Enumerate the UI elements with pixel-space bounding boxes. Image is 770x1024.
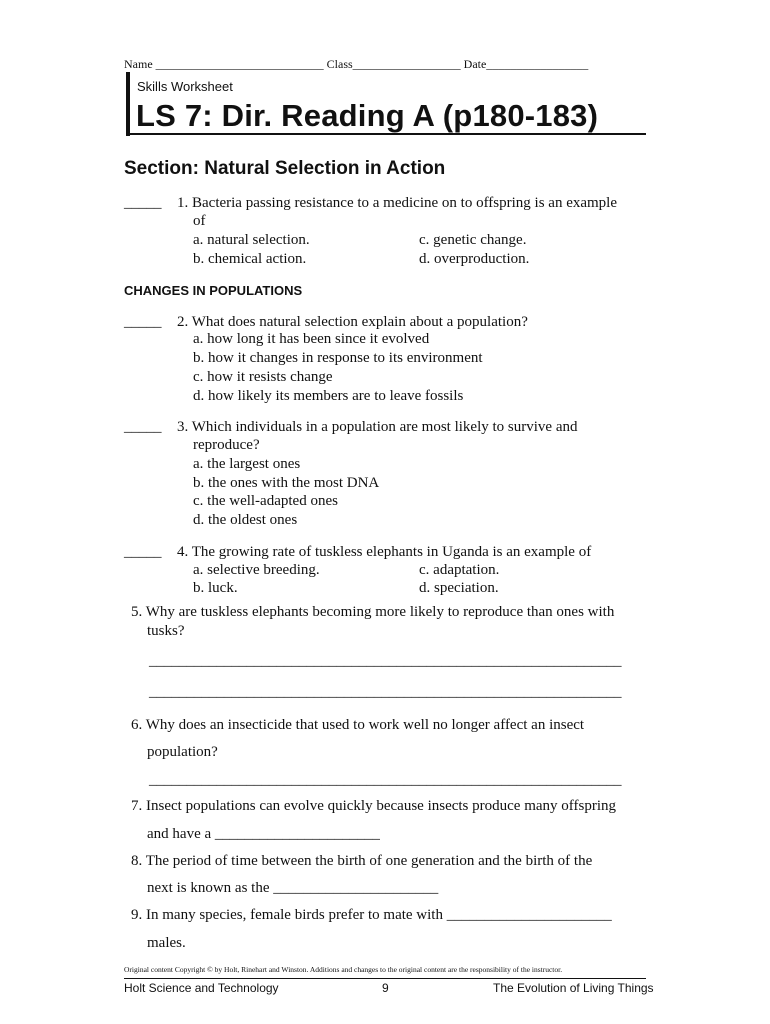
q1-option-a: a. natural selection. xyxy=(193,232,310,248)
footer-rule xyxy=(124,978,646,979)
q2-blank[interactable]: _____ xyxy=(124,314,162,330)
q5-text: 5. Why are tuskless elephants becoming more likely to reproduce than ones with xyxy=(131,604,615,620)
q1-option-d: d. overproduction. xyxy=(419,251,530,267)
page-number: 9 xyxy=(382,981,389,995)
q3-text-cont: reproduce? xyxy=(193,437,260,453)
q6-text-cont: population? xyxy=(147,744,218,760)
q4-option-a: a. selective breeding. xyxy=(193,562,320,578)
footer-chapter: The Evolution of Living Things xyxy=(493,981,654,995)
q1-text: 1. Bacteria passing resistance to a medicine on to offspring is an example xyxy=(177,195,618,211)
q4-option-b: b. luck. xyxy=(193,580,238,596)
q4-option-d: d. speciation. xyxy=(419,580,499,596)
title-rule xyxy=(126,133,646,135)
q8-text: 8. The period of time between the birth of one generation and the birth of the xyxy=(131,853,593,869)
q6-answer-line[interactable]: _______________________________________________________________ xyxy=(149,772,622,788)
q4-blank[interactable]: _____ xyxy=(124,544,162,560)
q8-text-cont[interactable]: next is known as the ______________________ xyxy=(147,880,439,896)
q3-text: 3. Which individuals in a population are most likely to survive and xyxy=(177,419,578,435)
q2-option-c: c. how it resists change xyxy=(193,369,333,385)
q1-option-c: c. genetic change. xyxy=(419,232,527,248)
q9-text-cont: males. xyxy=(147,935,186,951)
q6-text: 6. Why does an insecticide that used to work well no longer affect an insect xyxy=(131,717,585,733)
page-title: LS 7: Dir. Reading A (p180-183) xyxy=(136,98,599,133)
q2-option-a: a. how long it has been since it evolved xyxy=(193,331,430,347)
q7-text: 7. Insect populations can evolve quickly because insects produce many offspring xyxy=(131,798,617,814)
skills-worksheet-label: Skills Worksheet xyxy=(137,79,233,94)
copyright-note: Original content Copyright © by Holt, Rinehart and Winston. Additions and changes to the original content are the responsibility of the instructor. xyxy=(124,965,563,974)
q5-answer-line-2[interactable]: _______________________________________________________________ xyxy=(149,684,622,700)
q4-option-c: c. adaptation. xyxy=(419,562,500,578)
title-left-bar xyxy=(126,72,130,136)
q3-option-c: c. the well-adapted ones xyxy=(193,493,338,509)
section-title: Section: Natural Selection in Action xyxy=(124,158,446,179)
q2-text: 2. What does natural selection explain about a population? xyxy=(177,314,528,330)
q5-answer-line-1[interactable]: _______________________________________________________________ xyxy=(149,653,622,669)
q2-option-d: d. how likely its members are to leave fossils xyxy=(193,388,464,404)
subheading-changes-in-populations: CHANGES IN POPULATIONS xyxy=(124,283,303,298)
q1-text-cont: of xyxy=(193,213,206,229)
q3-option-b: b. the ones with the most DNA xyxy=(193,475,380,491)
q1-blank[interactable]: _____ xyxy=(124,195,162,211)
name-class-date-line: Name ____________________________ Class__________________ Date_________________ xyxy=(124,57,589,71)
q3-option-d: d. the oldest ones xyxy=(193,512,298,528)
q9-text[interactable]: 9. In many species, female birds prefer to mate with ______________________ xyxy=(131,907,612,923)
q4-text: 4. The growing rate of tuskless elephants in Uganda is an example of xyxy=(177,544,592,560)
q2-option-b: b. how it changes in response to its environment xyxy=(193,350,483,366)
q1-option-b: b. chemical action. xyxy=(193,251,307,267)
q3-blank[interactable]: _____ xyxy=(124,419,162,435)
q3-option-a: a. the largest ones xyxy=(193,456,301,472)
footer-publisher: Holt Science and Technology xyxy=(124,981,279,995)
q5-text-cont: tusks? xyxy=(147,623,185,639)
q7-text-cont[interactable]: and have a ______________________ xyxy=(147,826,380,842)
